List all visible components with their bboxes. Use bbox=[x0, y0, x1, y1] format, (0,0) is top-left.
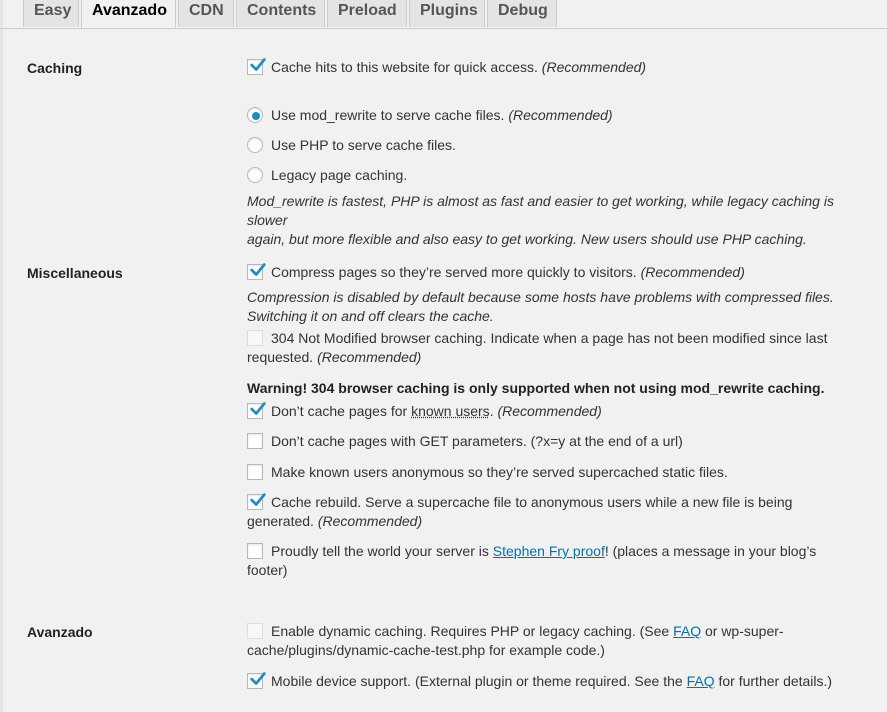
get-params-label: Don’t cache pages with GET parameters. (?x=y at the end of a url) bbox=[271, 433, 683, 449]
cache-hits-label: Cache hits to this website for quick access. bbox=[271, 59, 538, 75]
rebuild-label-line2: generated. bbox=[247, 513, 314, 529]
radio-dot-icon bbox=[252, 112, 260, 120]
faq-link[interactable]: FAQ bbox=[686, 673, 715, 689]
caching-note-line2: again, but more flexible and also easy to get working. New users should use PHP caching. bbox=[247, 231, 807, 247]
option-mobile bbox=[247, 672, 877, 691]
tab-contents[interactable]: Contents bbox=[236, 0, 325, 27]
stephen-fry-label-rest: ! (places a message in your blog’s bbox=[604, 543, 817, 559]
compress-label: Compress pages so they’re served more quickly to visitors. bbox=[271, 264, 637, 280]
option-legacy bbox=[247, 166, 877, 185]
tab-plugins[interactable]: Plugins bbox=[409, 0, 485, 27]
legacy-radio[interactable] bbox=[247, 167, 263, 183]
section-label-miscellaneous: Miscellaneous bbox=[27, 265, 123, 281]
option-get-params bbox=[247, 432, 877, 451]
not-modified-checkbox[interactable] bbox=[247, 330, 263, 346]
compress-checkbox[interactable] bbox=[247, 264, 263, 280]
caching-note bbox=[247, 192, 877, 249]
tab-preload[interactable]: Preload bbox=[327, 0, 407, 27]
checkmark-icon bbox=[249, 670, 267, 688]
tab-bar bbox=[0, 0, 887, 29]
period: . bbox=[489, 403, 494, 419]
rebuild-label-line1: Cache rebuild. Serve a supercache file to anonymous users while a new file is being bbox=[271, 494, 793, 510]
anonymous-label: Make known users anonymous so they’re served supercached static files. bbox=[271, 464, 728, 480]
get-params-checkbox[interactable] bbox=[247, 433, 263, 449]
checkmark-icon bbox=[249, 56, 267, 74]
stephen-fry-label: Proudly tell the world your server is bbox=[271, 543, 489, 559]
not-modified-label-line2: requested. bbox=[247, 349, 314, 365]
compress-note-line2: Switching it on and off clears the cache. bbox=[247, 308, 494, 324]
dynamic-caching-label-line2: cache/plugins/dynamic-cache-test.php for example code.) bbox=[247, 642, 605, 658]
recommended-tag: (Recommended) bbox=[497, 403, 602, 419]
php-radio[interactable] bbox=[247, 137, 263, 153]
warning-text: Warning! 304 browser caching is only supported when not using mod_rewrite caching. bbox=[247, 380, 825, 396]
option-not-modified bbox=[247, 329, 877, 367]
mobile-label-rest: for further details.) bbox=[718, 673, 833, 689]
page-edge bbox=[0, 0, 3, 712]
tab-cdn[interactable]: CDN bbox=[178, 0, 234, 27]
section-label-caching: Caching bbox=[27, 60, 83, 76]
compress-note bbox=[247, 288, 877, 326]
known-users-label: Don’t cache pages for bbox=[271, 403, 408, 419]
mod-rewrite-label: Use mod_rewrite to serve cache files. bbox=[271, 107, 505, 123]
tab-debug[interactable]: Debug bbox=[487, 0, 557, 27]
stephen-fry-checkbox[interactable] bbox=[247, 543, 263, 559]
faq-link[interactable]: FAQ bbox=[673, 623, 702, 639]
not-modified-label-line1: 304 Not Modified browser caching. Indicate when a page has not been modified since last bbox=[271, 330, 828, 346]
recommended-tag: (Recommended) bbox=[541, 59, 647, 75]
stephen-fry-label-line2: footer) bbox=[247, 562, 288, 578]
option-compress bbox=[247, 263, 877, 282]
option-stephen-fry bbox=[247, 542, 877, 580]
checkmark-icon bbox=[249, 400, 267, 418]
recommended-tag: (Recommended) bbox=[317, 513, 423, 529]
known-users-term: known users bbox=[411, 403, 490, 419]
tab-easy[interactable]: Easy bbox=[23, 0, 79, 27]
php-label: Use PHP to serve cache files. bbox=[271, 137, 456, 153]
checkmark-icon bbox=[249, 261, 267, 279]
rebuild-checkbox[interactable] bbox=[247, 494, 263, 510]
option-php bbox=[247, 136, 877, 155]
stephen-fry-link[interactable]: Stephen Fry proof bbox=[492, 543, 605, 559]
section-label-avanzado: Avanzado bbox=[27, 624, 93, 640]
option-mod-rewrite bbox=[247, 106, 877, 125]
option-dynamic-caching bbox=[247, 622, 877, 660]
known-users-checkbox[interactable] bbox=[247, 403, 263, 419]
mobile-checkbox[interactable] bbox=[247, 673, 263, 689]
option-cache-hits bbox=[247, 58, 877, 77]
compress-note-line1: Compression is disabled by default because some hosts have problems with compressed files. bbox=[247, 289, 834, 305]
mod-rewrite-radio[interactable] bbox=[247, 107, 263, 123]
dynamic-caching-label: Enable dynamic caching. Requires PHP or legacy caching. (See bbox=[271, 623, 670, 639]
dynamic-caching-checkbox[interactable] bbox=[247, 623, 263, 639]
legacy-label: Legacy page caching. bbox=[271, 167, 408, 183]
recommended-tag: (Recommended) bbox=[317, 349, 422, 365]
checkmark-icon bbox=[249, 491, 267, 509]
dynamic-caching-label-rest: or wp-super- bbox=[704, 623, 784, 639]
anonymous-checkbox[interactable] bbox=[247, 464, 263, 480]
option-anonymous bbox=[247, 463, 877, 482]
cache-hits-checkbox[interactable] bbox=[247, 59, 263, 75]
option-known-users bbox=[247, 402, 877, 421]
caching-note-line1: Mod_rewrite is fastest, PHP is almost as fast and easier to get working, while legacy caching is slower bbox=[247, 193, 834, 228]
tab-avanzado[interactable]: Avanzado bbox=[81, 0, 176, 28]
recommended-tag: (Recommended) bbox=[640, 264, 745, 280]
option-rebuild bbox=[247, 493, 877, 531]
recommended-tag: (Recommended) bbox=[508, 107, 613, 123]
mobile-label: Mobile device support. (External plugin or theme required. See the bbox=[271, 673, 683, 689]
